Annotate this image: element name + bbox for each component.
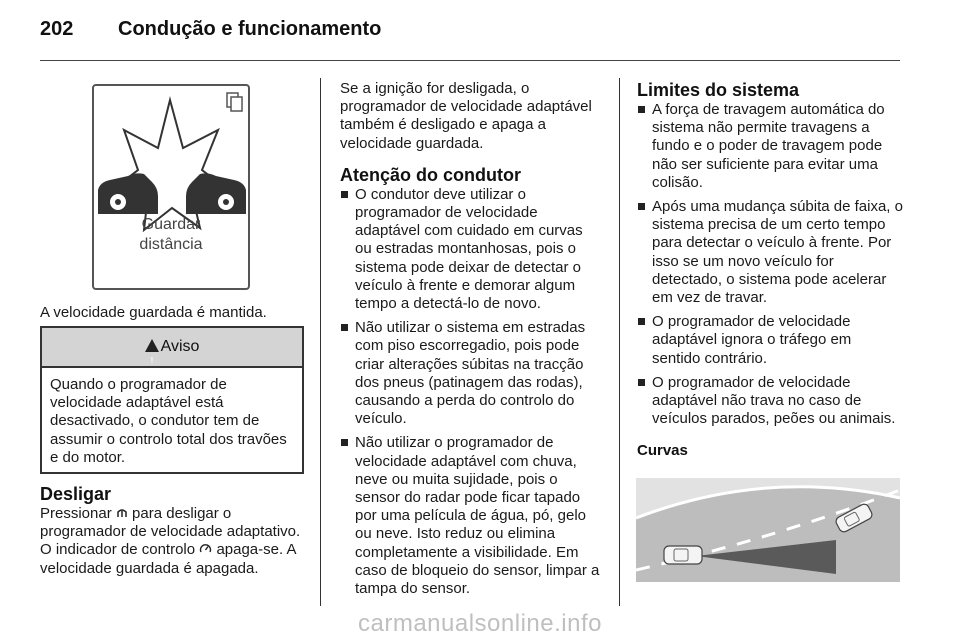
- figure-caption: [40, 304, 302, 322]
- display-label-line1: Guardar: [141, 216, 201, 233]
- list-item: O programador de velocidade adaptável não trava no caso de veículos parados, peões ou animais.: [637, 374, 903, 429]
- list-item: O condutor deve utilizar o programador de velocidade adaptável com cuidado em curvas ou estradas montanhosas, pois o sistema pode deixar de detectar o veículo à frente e demorar algum tempo a detectá-lo de novo.: [340, 186, 602, 313]
- list-item: A força de travagem automática do sistema não permite travagens a fundo e o poder de travagem pode não ser suficiente para evitar uma colisão.: [637, 101, 903, 192]
- limites-list: [637, 101, 903, 428]
- column-divider-left: [320, 78, 321, 606]
- curvas-heading: Curvas: [637, 442, 688, 460]
- desligar-section: [40, 484, 302, 578]
- page-header: [40, 14, 900, 48]
- manual-icon: [227, 93, 242, 111]
- list-item: Não utilizar o sistema em estradas com piso escorregadio, pois pode criar alterações súbitas na tracção dos pneus (patinagem das rodas), causando a perda do controlo do veículo.: [340, 319, 602, 428]
- control-indicator-icon: [199, 542, 212, 554]
- header-rule: [40, 60, 900, 61]
- page-number: 202: [40, 18, 74, 40]
- warning-body: Quando o programador de velocidade adaptável está desactivado, o condutor tem de assumir o controlo total dos travões e do motor.: [50, 376, 287, 466]
- page-title: Condução e funcionamento: [118, 18, 382, 40]
- desligar-heading: Desligar: [40, 484, 112, 504]
- warning-title: Aviso: [160, 338, 200, 355]
- list-item: Após uma mudança súbita de faixa, o sistema precisa de um certo tempo para detectar o veículo à frente. Por isso se um novo veículo for detectado, o sistema pode acelerar em vez de travar.: [637, 198, 903, 307]
- watermark: carmanualsonline.info: [358, 610, 602, 637]
- caption-text: A velocidade guardada é mantida.: [40, 304, 267, 321]
- warning-header: [42, 328, 302, 368]
- atencao-heading: Atenção do condutor: [340, 164, 521, 185]
- ego-car-icon: [664, 546, 702, 564]
- display-label-line2: distância: [139, 236, 203, 253]
- warning-triangle-icon: !: [145, 339, 159, 352]
- column-2: [340, 80, 602, 604]
- left-car: [98, 173, 158, 214]
- right-car: [186, 173, 246, 214]
- list-item: Não utilizar o programador de velocidade adaptável com chuva, neve ou muita sujidade, pois o sensor do radar pode ficar tapado por uma película de água, pó, gelo ou neve. Isto reduz ou elimina completamente a visibilidade. Em caso de bloqueio do sensor, limpar a tampa do sensor.: [340, 434, 602, 598]
- distance-warning-illustration: [40, 78, 302, 296]
- curve-illustration: [636, 478, 900, 582]
- cruise-control-button-icon: [116, 506, 128, 518]
- column-3: [637, 80, 903, 461]
- ignition-paragraph: Se a ignição for desligada, o programador de velocidade adaptável também é desligado e apaga a velocidade guardada.: [340, 80, 592, 152]
- limites-heading: Limites do sistema: [637, 80, 800, 100]
- warning-box: [40, 326, 304, 474]
- desligar-paragraph: Pressionar para desligar o programador de velocidade adaptativo. O indicador de controlo apaga-se. A velocidade guardada é apagada.: [40, 505, 301, 577]
- atencao-list: [340, 186, 602, 598]
- column-divider-right: [619, 78, 620, 606]
- list-item: O programador de velocidade adaptável ignora o tráfego em sentido contrário.: [637, 313, 903, 368]
- collision-graphic: [40, 78, 302, 296]
